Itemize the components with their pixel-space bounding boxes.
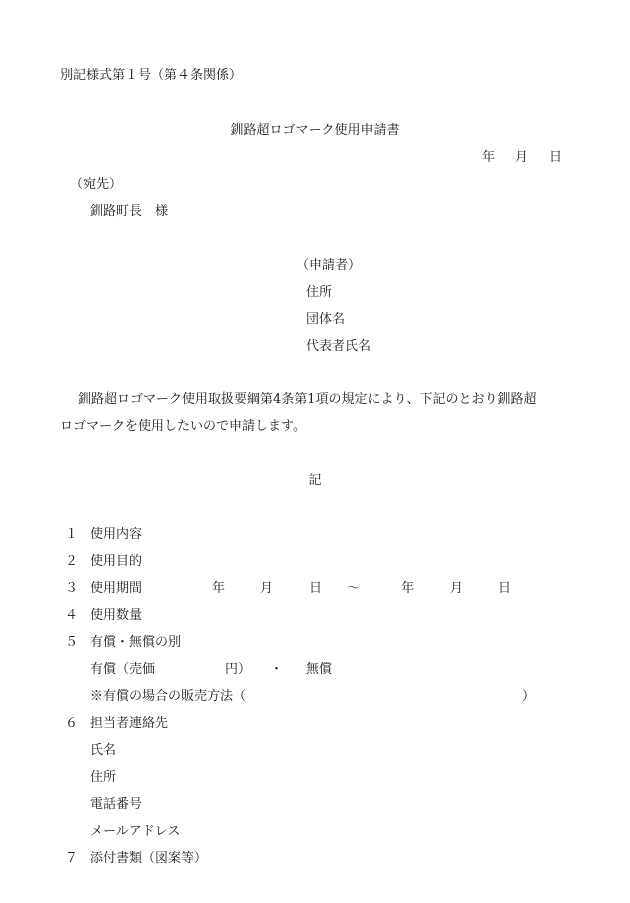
contact-address: 住所: [90, 770, 117, 785]
item-5-label: 有償・無償の別: [90, 635, 182, 650]
period-tilde: 〜: [347, 581, 361, 596]
period-end-day: 日: [498, 581, 512, 596]
period-start-month: 月: [260, 581, 274, 596]
item-7-label: 添付書類（図案等）: [90, 851, 208, 866]
paid-price-open: 有償（売価: [90, 662, 156, 677]
item-2-label: 使用目的: [90, 554, 143, 569]
form-label: 別記様式第１号（第４条関係）: [60, 68, 243, 83]
sales-method-open: ※有償の場合の販売方法（: [90, 689, 247, 704]
body-text-line2: ロゴマークを使用したいので申請します。: [60, 419, 306, 434]
item-4-label: 使用数量: [90, 608, 143, 623]
applicant-org: 団体名: [306, 312, 346, 327]
period-start-day: 日: [309, 581, 323, 596]
period-start-year: 年: [212, 581, 226, 596]
date-year: 年: [482, 150, 496, 165]
period-end-year: 年: [401, 581, 415, 596]
free-option: 無償: [306, 662, 333, 677]
contact-phone: 電話番号: [90, 797, 143, 812]
applicant-representative: 代表者氏名: [306, 339, 372, 354]
contact-email: メールアドレス: [90, 824, 181, 839]
document-title: 釧路超ロゴマーク使用申請書: [230, 123, 400, 138]
paid-free-separator: ・: [270, 662, 284, 677]
date-month: 月: [515, 150, 529, 165]
period-end-month: 月: [450, 581, 464, 596]
item-7-number: ７: [65, 851, 79, 866]
item-5-number: ５: [65, 635, 79, 650]
applicant-address: 住所: [306, 285, 333, 300]
contact-name: 氏名: [90, 743, 117, 758]
item-4-number: ４: [65, 608, 79, 623]
item-2-number: ２: [65, 554, 79, 569]
item-6-number: ６: [65, 716, 79, 731]
applicant-heading: （申請者）: [296, 258, 362, 273]
body-text-line1: 釧路超ロゴマーク使用取扱要綱第4条第1項の規定により、下記のとおり釧路超: [78, 392, 537, 407]
item-3-number: ３: [65, 581, 79, 596]
addressee-heading: （宛先）: [70, 177, 123, 192]
item-3-label: 使用期間: [90, 581, 143, 596]
paid-price-close: 円）: [225, 662, 252, 677]
sales-method-close: ）: [522, 689, 536, 704]
item-1-label: 使用内容: [90, 527, 143, 542]
addressee-name: 釧路町長 様: [90, 204, 169, 219]
ki-heading: 記: [308, 473, 322, 488]
item-6-label: 担当者連絡先: [90, 716, 169, 731]
item-1-number: １: [65, 527, 79, 542]
date-day: 日: [549, 150, 563, 165]
